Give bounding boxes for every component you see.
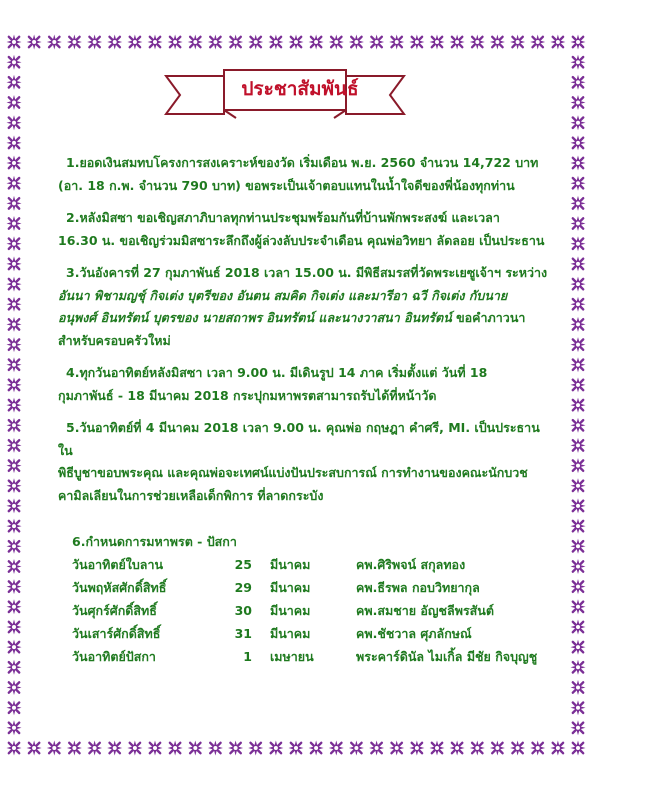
announcement-content bbox=[58, 152, 558, 669]
border-star-icon bbox=[571, 95, 586, 110]
border-star-icon bbox=[47, 35, 62, 50]
schedule-date: 1 bbox=[243, 648, 252, 664]
border-star-icon bbox=[7, 115, 22, 130]
border-star-icon bbox=[27, 35, 42, 50]
item-1-line-1: 1.ยอดเงินสมทบโครงการสงเคราะห์ของวัด เริ่มเดือน พ.ย. 2560 จำนวน 14,722 บาท bbox=[66, 155, 539, 170]
border-star-icon bbox=[7, 458, 22, 473]
border-star-icon bbox=[571, 317, 586, 332]
border-star-icon bbox=[571, 579, 586, 594]
border-star-icon bbox=[309, 741, 324, 756]
border-star-icon bbox=[430, 35, 445, 50]
border-star-icon bbox=[7, 297, 22, 312]
border-star-icon bbox=[228, 35, 243, 50]
border-star-icon bbox=[7, 438, 22, 453]
border-star-icon bbox=[571, 216, 586, 231]
border-star-icon bbox=[530, 741, 545, 756]
border-star-icon bbox=[7, 156, 22, 171]
border-star-icon bbox=[248, 741, 263, 756]
border-star-icon bbox=[208, 741, 223, 756]
border-star-icon bbox=[571, 176, 586, 191]
border-star-icon bbox=[7, 418, 22, 433]
schedule-month: มีนาคม bbox=[270, 602, 311, 618]
border-star-icon bbox=[7, 680, 22, 695]
border-star-icon bbox=[289, 741, 304, 756]
border-star-icon bbox=[571, 700, 586, 715]
schedule-row bbox=[58, 600, 558, 623]
item-4-line-1: 4.ทุกวันอาทิตย์หลังมิสซา เวลา 9.00 น. มีเดินรูป 14 ภาค เริ่มตั้งแต่ วันที่ 18 bbox=[66, 365, 488, 380]
border-star-icon bbox=[369, 741, 384, 756]
item-3-line-4: สำหรับครอบครัวใหม่ bbox=[58, 332, 171, 348]
border-star-icon bbox=[470, 35, 485, 50]
border-star-icon bbox=[7, 256, 22, 271]
schedule-month: มีนาคม bbox=[270, 579, 311, 595]
border-star-icon bbox=[430, 741, 445, 756]
border-star-icon bbox=[571, 35, 586, 50]
schedule-presider: คพ.สมชาย อัญชลีพรสันต์ bbox=[356, 602, 494, 618]
border-star-icon bbox=[349, 741, 364, 756]
border-star-icon bbox=[7, 337, 22, 352]
schedule-day: วันอาทิตย์ปัสกา bbox=[72, 648, 156, 664]
border-star-icon bbox=[329, 35, 344, 50]
item-3-line-2: อันนา พิชามญชุ์ กิจเต่ง บุตรีของ อันตน สมคิด กิจเต่ง และมารีอา ฉวี กิจเต่ง กับนาย bbox=[58, 287, 508, 303]
schedule-row bbox=[58, 577, 558, 600]
border-star-icon bbox=[47, 741, 62, 756]
border-star-icon bbox=[168, 35, 183, 50]
item-1-line-2: (อา. 18 ก.พ. จำนวน 790 บาท) ขอพระเป็นเจ้าตอบแทนในน้ำใจดีของพี่น้องทุกท่าน bbox=[58, 177, 515, 193]
schedule-date: 29 bbox=[234, 579, 252, 595]
border-star-icon bbox=[571, 599, 586, 614]
schedule-presider: พระคาร์ดินัล ไมเกิ้ล มีชัย กิจบุญชู bbox=[356, 648, 538, 664]
item-5-line-1: 5.วันอาทิตย์ที่ 4 มีนาคม 2018 เวลา 9.00 น. คุณพ่อ กฤษฎา คำศรี, MI. เป็นประธาน ใน bbox=[58, 420, 540, 458]
border-star-icon bbox=[571, 498, 586, 513]
border-star-icon bbox=[571, 196, 586, 211]
border-star-icon bbox=[248, 35, 263, 50]
border-star-icon bbox=[7, 196, 22, 211]
border-star-icon bbox=[7, 357, 22, 372]
border-star-icon bbox=[7, 317, 22, 332]
item-5-line-2: พิธีบูชาขอบพระคุณ และคุณพ่อจะเทศน์แบ่งปันประสบการณ์ การทำงานของคณะนักบวช bbox=[58, 465, 528, 480]
border-star-icon bbox=[7, 377, 22, 392]
border-star-icon bbox=[530, 35, 545, 50]
border-star-icon bbox=[7, 498, 22, 513]
border-star-icon bbox=[571, 297, 586, 312]
border-star-icon bbox=[389, 741, 404, 756]
item-2-line-2: 16.30 น. ขอเชิญร่วมมิสซาระลึกถึงผู้ล่วงลับประจำเดือน คุณพ่อวิทยา ลัดลอย เป็นประธาน bbox=[58, 232, 545, 248]
item-3-tail: ขอคำภาวนา bbox=[451, 310, 526, 325]
border-star-icon bbox=[571, 660, 586, 675]
schedule-row bbox=[58, 554, 558, 577]
border-star-icon bbox=[550, 35, 565, 50]
border-star-icon bbox=[571, 640, 586, 655]
border-star-icon bbox=[107, 35, 122, 50]
border-star-icon bbox=[450, 741, 465, 756]
border-star-icon bbox=[7, 519, 22, 534]
schedule-date: 31 bbox=[234, 625, 252, 641]
border-star-icon bbox=[7, 75, 22, 90]
border-star-icon bbox=[268, 741, 283, 756]
border-star-icon bbox=[571, 357, 586, 372]
item-3-names: อนุพงศ์ อินทรัตน์ บุตรของ นายสถาพร อินทรัตน์ และนางวาสนา อินทรัตน์ bbox=[58, 310, 452, 325]
border-star-icon bbox=[571, 559, 586, 574]
border-star-icon bbox=[571, 156, 586, 171]
border-star-icon bbox=[7, 35, 22, 50]
border-star-icon bbox=[7, 660, 22, 675]
item-4 bbox=[58, 362, 558, 407]
border-star-icon bbox=[67, 741, 82, 756]
border-star-icon bbox=[7, 135, 22, 150]
border-star-icon bbox=[349, 35, 364, 50]
border-star-icon bbox=[571, 236, 586, 251]
schedule-day: วันเสาร์ศักดิ์สิทธิ์ bbox=[72, 625, 161, 641]
schedule-day: วันอาทิตย์ใบลาน bbox=[72, 556, 164, 572]
border-star-icon bbox=[7, 620, 22, 635]
border-star-icon bbox=[7, 176, 22, 191]
border-star-icon bbox=[7, 559, 22, 574]
item-3-line-3 bbox=[58, 307, 558, 330]
border-star-icon bbox=[309, 35, 324, 50]
border-star-icon bbox=[7, 579, 22, 594]
border-star-icon bbox=[7, 539, 22, 554]
border-star-icon bbox=[571, 680, 586, 695]
schedule-month: เมษายน bbox=[270, 648, 314, 664]
border-star-icon bbox=[571, 75, 586, 90]
item-5 bbox=[58, 417, 558, 507]
border-star-icon bbox=[571, 720, 586, 735]
schedule-presider: คพ.ชัชวาล ศุภลักษณ์ bbox=[356, 625, 472, 641]
border-star-icon bbox=[7, 741, 22, 756]
border-star-icon bbox=[148, 741, 163, 756]
border-star-icon bbox=[409, 741, 424, 756]
border-star-icon bbox=[571, 438, 586, 453]
border-star-icon bbox=[148, 35, 163, 50]
border-star-icon bbox=[208, 35, 223, 50]
border-star-icon bbox=[27, 741, 42, 756]
schedule-row bbox=[58, 623, 558, 646]
banner-title: ประชาสัมพันธ์ bbox=[241, 78, 359, 100]
border-star-icon bbox=[571, 741, 586, 756]
border-star-icon bbox=[7, 55, 22, 70]
border-star-icon bbox=[127, 35, 142, 50]
item-5-line-3: คามิลเลียนในการช่วยเหลือเด็กพิการ ที่ลาดกระบัง bbox=[58, 487, 324, 503]
border-star-icon bbox=[571, 256, 586, 271]
border-star-icon bbox=[7, 720, 22, 735]
border-star-icon bbox=[571, 620, 586, 635]
border-star-icon bbox=[550, 741, 565, 756]
border-star-icon bbox=[389, 35, 404, 50]
border-star-icon bbox=[571, 277, 586, 292]
item-3 bbox=[58, 262, 558, 352]
lent-easter-schedule bbox=[58, 531, 558, 669]
border-star-icon bbox=[369, 35, 384, 50]
border-star-icon bbox=[289, 35, 304, 50]
schedule-date: 25 bbox=[234, 556, 252, 572]
border-star-icon bbox=[571, 337, 586, 352]
border-star-icon bbox=[268, 35, 283, 50]
border-star-icon bbox=[7, 398, 22, 413]
item-3-line-1: 3.วันอังคารที่ 27 กุมภาพันธ์ 2018 เวลา 15.00 น. มีพิธีสมรสที่วัดพระเยซูเจ้าฯ ระหว่าง bbox=[66, 265, 548, 280]
schedule-presider: คพ.ธีรพล กอบวิทยากุล bbox=[356, 579, 480, 595]
border-star-icon bbox=[7, 640, 22, 655]
border-star-icon bbox=[571, 398, 586, 413]
border-star-icon bbox=[168, 741, 183, 756]
schedule-row bbox=[58, 646, 558, 669]
border-star-icon bbox=[87, 35, 102, 50]
schedule-month: มีนาคม bbox=[270, 556, 311, 572]
schedule-month: มีนาคม bbox=[270, 625, 311, 641]
border-star-icon bbox=[127, 741, 142, 756]
schedule-presider: คพ.ศิริพจน์ สกุลทอง bbox=[356, 556, 466, 572]
border-star-icon bbox=[188, 35, 203, 50]
border-star-icon bbox=[571, 478, 586, 493]
border-star-icon bbox=[571, 418, 586, 433]
border-star-icon bbox=[450, 35, 465, 50]
item-1 bbox=[58, 152, 558, 197]
border-star-icon bbox=[571, 115, 586, 130]
border-star-icon bbox=[67, 35, 82, 50]
border-star-icon bbox=[107, 741, 122, 756]
border-star-icon bbox=[7, 95, 22, 110]
border-star-icon bbox=[7, 700, 22, 715]
border-star-icon bbox=[329, 741, 344, 756]
border-star-icon bbox=[7, 478, 22, 493]
schedule-day: วันศุกร์ศักดิ์สิทธิ์ bbox=[72, 602, 157, 618]
border-star-icon bbox=[7, 277, 22, 292]
item-2 bbox=[58, 207, 558, 252]
border-star-icon bbox=[571, 55, 586, 70]
border-star-icon bbox=[470, 741, 485, 756]
border-star-icon bbox=[7, 216, 22, 231]
border-star-icon bbox=[409, 35, 424, 50]
border-star-icon bbox=[510, 35, 525, 50]
border-star-icon bbox=[87, 741, 102, 756]
schedule-date: 30 bbox=[234, 602, 252, 618]
border-star-icon bbox=[490, 741, 505, 756]
item-4-line-2: กุมภาพันธ์ - 18 มีนาคม 2018 กระปุกมหาพรตสามารถรับได้ที่หน้าวัด bbox=[58, 387, 437, 403]
schedule-heading: 6.กำหนดการมหาพรต - ปัสกา bbox=[72, 534, 237, 549]
border-star-icon bbox=[490, 35, 505, 50]
border-star-icon bbox=[228, 741, 243, 756]
border-star-icon bbox=[571, 539, 586, 554]
schedule-day: วันพฤหัสศักดิ์สิทธิ์ bbox=[72, 579, 167, 595]
border-star-icon bbox=[510, 741, 525, 756]
border-star-icon bbox=[188, 741, 203, 756]
item-2-line-1: 2.หลังมิสซา ขอเชิญสภาภิบาลทุกท่านประชุมพร้อมกันที่บ้านพักพระสงฆ์ และเวลา bbox=[66, 210, 500, 225]
border-star-icon bbox=[571, 519, 586, 534]
border-star-icon bbox=[7, 236, 22, 251]
border-star-icon bbox=[7, 599, 22, 614]
border-star-icon bbox=[571, 135, 586, 150]
border-star-icon bbox=[571, 458, 586, 473]
border-star-icon bbox=[571, 377, 586, 392]
